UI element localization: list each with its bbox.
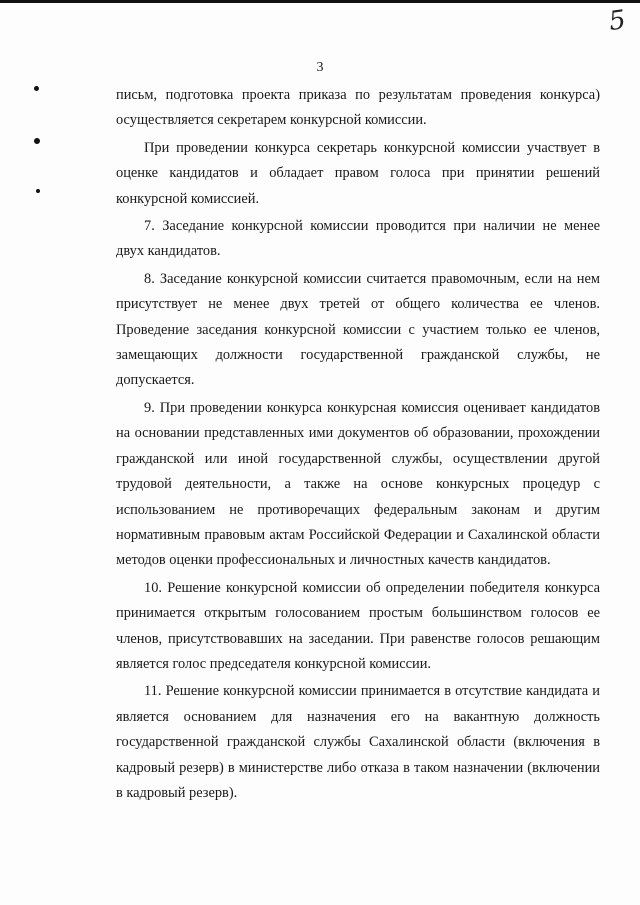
binder-hole-mark xyxy=(34,138,40,144)
paragraph-item-7: 7. Заседание конкурсной комиссии проводится при наличии не менее двух кандидатов. xyxy=(116,218,600,260)
paragraph-item-11: 11. Решение конкурсной комиссии принимается в отсутствие кандидата и является основанием для назначения его на вакантную должность государственной гражданской службы Сахалинской области (включения в кадровый резерв) в министерстве либо отказа в таком назначении (включении в кадровый резерв). xyxy=(116,683,600,801)
paragraph-continuation: письм, подготовка проекта приказа по результатам проведения конкурса) осуществляется секретарем конкурсной комиссии. xyxy=(116,87,600,129)
binder-hole-mark xyxy=(34,86,39,91)
paragraph-item-9: 9. При проведении конкурса конкурсная комиссия оценивает кандидатов на основании представленных ими документов об образовании, прохождении гражданской или иной государственной службы, осуществлении другой трудовой деятельности, а также на основе конкурсных процедур с использованием не противоречащих федеральным законам и другим нормативным правовым актам Российской Федерации и Сахалинской области методов оценки профессиональных и личностных качеств кандидатов. xyxy=(116,399,600,569)
paragraph-item-8: 8. Заседание конкурсной комиссии считается правомочным, если на нем присутствует не менее двух третей от общего количества ее членов. Проведение заседания конкурсной комиссии с участием только ее членов, замещающих должности государственной гражданской службы, не допускается. xyxy=(116,270,600,389)
page-number: 3 xyxy=(316,60,324,75)
handwritten-sheet-number: 5 xyxy=(607,4,629,38)
scan-top-edge xyxy=(0,0,640,3)
paragraph-secretary: При проведении конкурса секретарь конкурсной комиссии участвует в оценке кандидатов и обладает правом голоса при принятии решений конкурсной комиссией. xyxy=(116,139,600,207)
binder-hole-mark xyxy=(36,189,40,193)
document-body xyxy=(116,83,600,808)
paragraph-item-10: 10. Решение конкурсной комиссии об определении победителя конкурса принимается открытым голосованием простым большинством голосов ее членов, присутствовавших на заседании. При равенстве голосов решающим является голос председателя конкурсной комиссии. xyxy=(116,579,600,672)
